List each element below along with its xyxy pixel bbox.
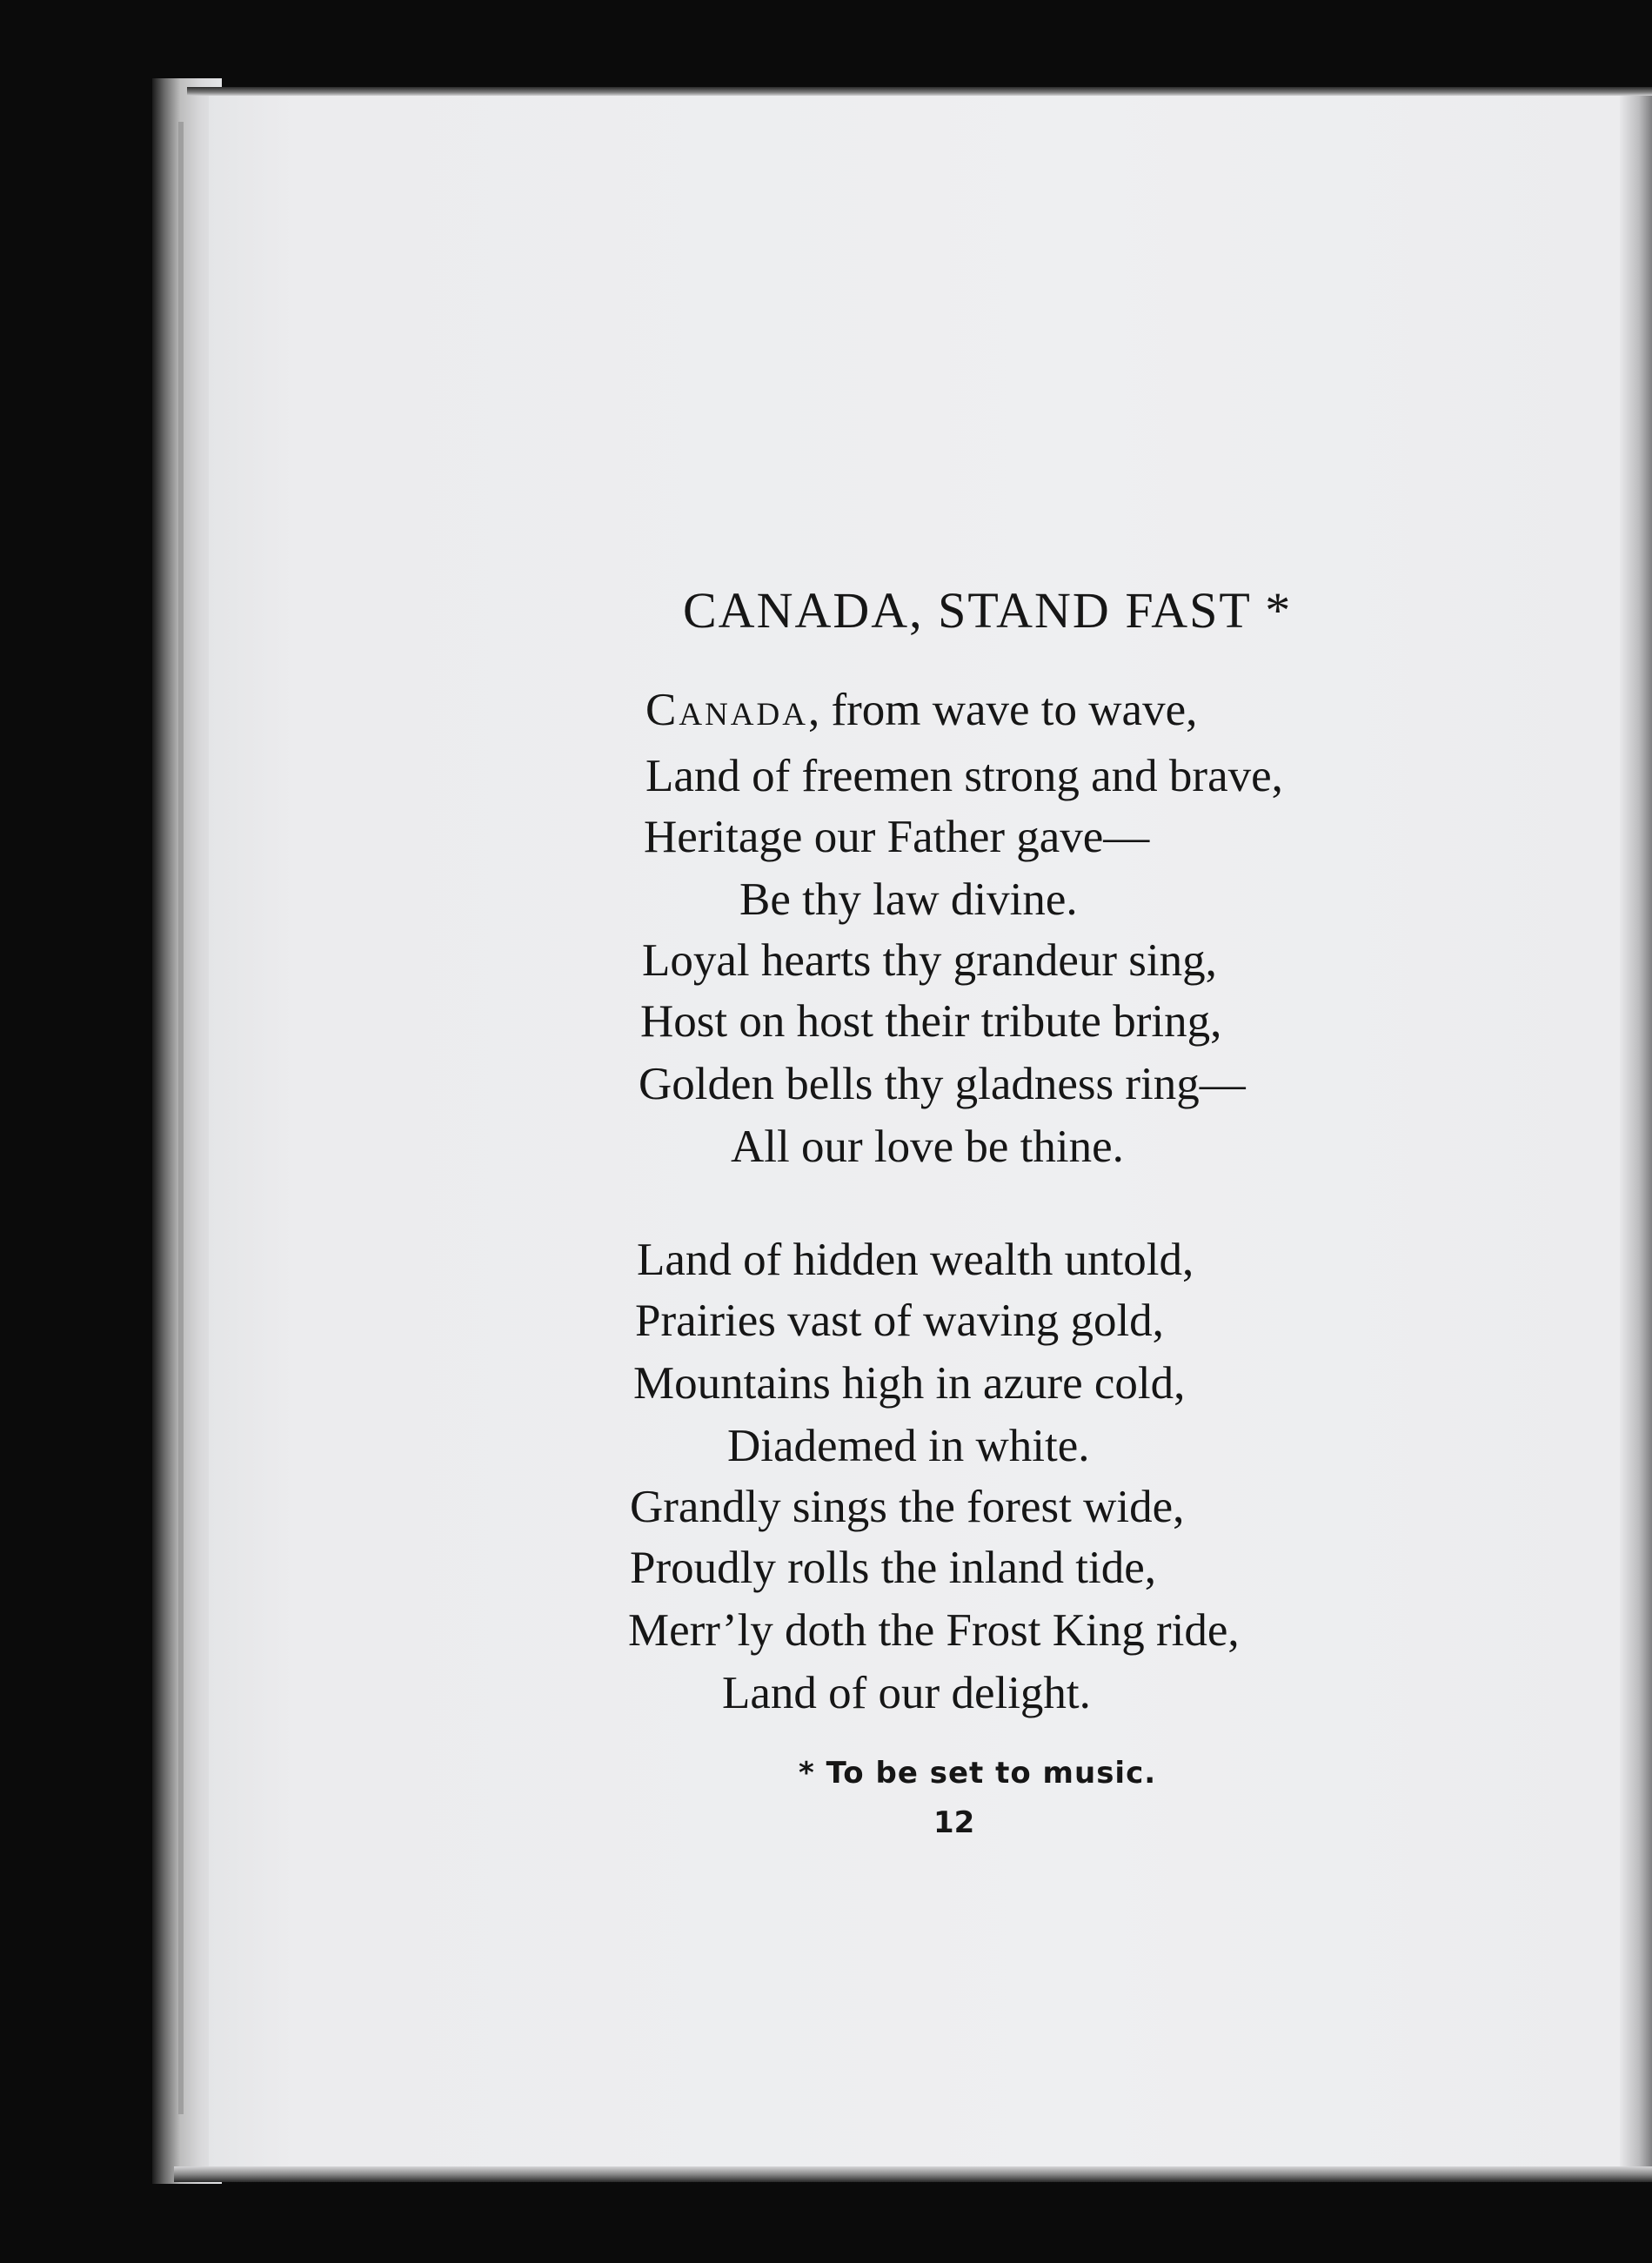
stanza1-line2: Land of freemen strong and brave, (645, 751, 1283, 801)
stanza1-line6: Host on host their tribute bring, (640, 996, 1222, 1047)
stanza2-line5: Grandly sings the forest wide, (630, 1482, 1185, 1532)
stanza1-line1-first-word: Canada (645, 685, 808, 735)
stanza2-line6: Proudly rolls the inland tide, (630, 1543, 1157, 1593)
stanza2-line2: Prairies vast of waving gold, (635, 1296, 1164, 1346)
binding-edge (178, 122, 184, 2114)
stanza2-line3: Mountains high in azure cold, (633, 1358, 1186, 1409)
stanza1-line4: Be thy law divine. (739, 874, 1078, 925)
stanza2-line1: Land of hidden wealth untold, (637, 1235, 1194, 1285)
stanza1-line1 (645, 687, 1197, 733)
stanza2-line4: Diademed in white. (727, 1421, 1090, 1471)
page-right-edge (1620, 96, 1652, 2175)
poem-title: CANADA, STAND FAST * (683, 582, 1293, 639)
footnote: * To be set to music. (799, 1756, 1157, 1791)
stanza1-line8: All our love be thine. (731, 1121, 1124, 1172)
stanza2-line7: Merr’ly doth the Frost King ride, (628, 1605, 1240, 1656)
page-bottom-edge (174, 2166, 1652, 2182)
stanza1-line7: Golden bells thy gladness ring— (639, 1059, 1246, 1109)
stanza1-line1-rest: , from wave to wave, (807, 685, 1198, 735)
page-top-edge (187, 87, 1652, 96)
page-number: 12 (933, 1805, 975, 1840)
stanza1-line5: Loyal hearts thy grandeur sing, (642, 935, 1217, 986)
stanza1-line3: Heritage our Father gave— (644, 812, 1150, 862)
stanza2-line8: Land of our delight. (722, 1668, 1091, 1718)
